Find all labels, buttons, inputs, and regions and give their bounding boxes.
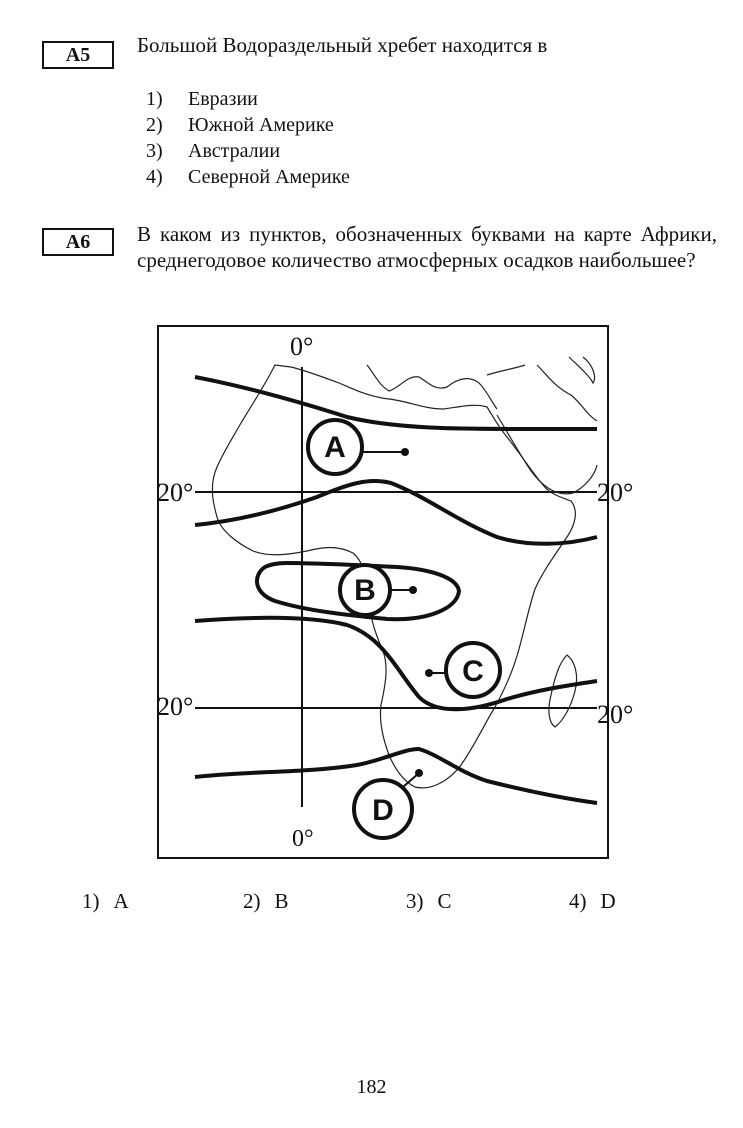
answer-1[interactable] (82, 887, 129, 915)
option-number: 4) (146, 166, 163, 188)
meridian-bottom-label: 0° (292, 826, 314, 852)
option-number: 1) (146, 88, 163, 110)
answer-2[interactable] (243, 887, 289, 915)
answer-text: A (113, 889, 129, 913)
option-2[interactable] (146, 112, 350, 138)
option-1[interactable] (146, 86, 350, 112)
question-a5-label: A5 (42, 41, 114, 69)
answer-number: 3) (406, 889, 424, 913)
answer-number: 2) (243, 889, 261, 913)
point-c-dot (425, 669, 433, 677)
point-a-dot (401, 448, 409, 456)
point-c-label: C (462, 655, 484, 688)
answer-number: 4) (569, 889, 587, 913)
option-text: Австралии (188, 140, 281, 162)
question-a5-text: Большой Водораздельный хребет находится в (137, 33, 548, 57)
option-number: 2) (146, 114, 163, 136)
answer-text: D (600, 889, 616, 913)
option-text: Евразии (188, 88, 258, 110)
point-a-label: A (324, 431, 346, 464)
lat-north-left-label: 20° (157, 478, 194, 507)
question-a6-text: В каком из пунктов, обозначенных буквами на карте Африки, среднегодовое количество атмосферных осадков наибольшее? (137, 222, 717, 272)
lat-south-right-label: 20° (597, 700, 634, 729)
answer-text: B (274, 889, 289, 913)
answer-text: C (437, 889, 452, 913)
answer-number: 1) (82, 889, 100, 913)
point-b-dot (409, 586, 417, 594)
answer-4[interactable] (569, 887, 616, 915)
question-a5-options (146, 86, 350, 190)
option-text: Северной Америке (188, 166, 350, 188)
answer-3[interactable] (406, 887, 452, 915)
africa-map (157, 325, 634, 859)
lat-north-right-label: 20° (597, 478, 634, 507)
question-a6-label: A6 (42, 228, 114, 256)
page-number: 182 (356, 1076, 387, 1098)
meridian-top-label: 0° (290, 332, 314, 361)
option-number: 3) (146, 140, 163, 162)
lat-south-left-label: 20° (157, 692, 194, 721)
point-d-dot (415, 769, 423, 777)
option-text: Южной Америке (188, 114, 334, 136)
point-b-label: B (354, 574, 376, 607)
option-4[interactable] (146, 164, 350, 190)
point-d-label: D (372, 794, 394, 827)
option-3[interactable] (146, 138, 350, 164)
